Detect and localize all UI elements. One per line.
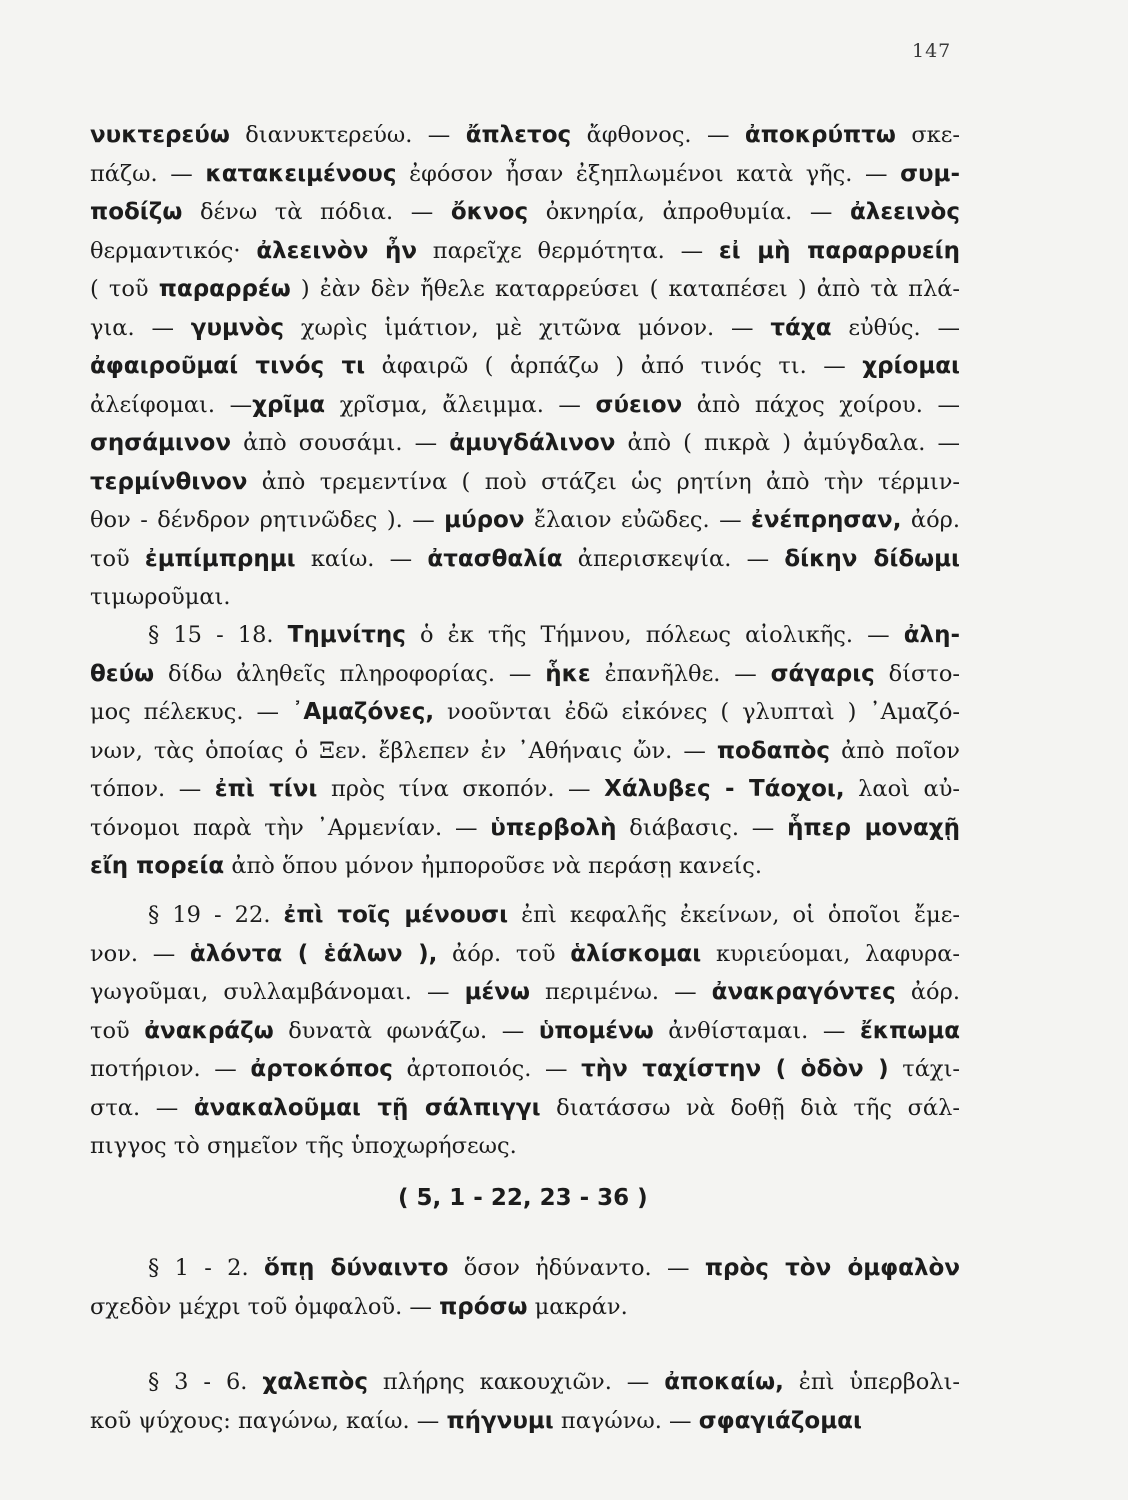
bold-term: ἐπὶ τίνι: [214, 776, 318, 802]
bold-term: ἀρτοκόπος: [250, 1056, 393, 1082]
bold-term: ἧπερ μοναχῇ: [787, 814, 960, 841]
text-line: [90, 351, 960, 381]
line-text: περιμένω. —: [529, 979, 712, 1005]
text-line: [90, 977, 960, 1007]
bold-term: νυκτερεύω: [90, 122, 230, 148]
bold-term: χρίομαι: [862, 353, 960, 379]
bold-term: δίκην δίδωμι: [784, 545, 960, 572]
line-text: ) ἐὰν δὲν ἤθελε καταρρεύσει ( καταπέσει ) ἀπὸ τὰ πλά-: [290, 276, 960, 302]
bold-term: πρόσω: [439, 1293, 528, 1320]
line-text: νων, τὰς ὁποίας ὁ Ξεν. ἔβλεπεν ἐν ᾿Αθήναις ὤν. —: [90, 737, 717, 764]
text-line: [90, 428, 960, 458]
line-text: ἐπανῆλθε. —: [590, 660, 771, 687]
text-line: [90, 159, 960, 189]
line-text: κοῦ ψύχους: παγώνω, καίω. —: [90, 1407, 447, 1434]
line-text: τιμωροῦμαι.: [90, 584, 231, 610]
line-text: μακράν.: [527, 1293, 628, 1320]
line-text: στα. —: [90, 1094, 194, 1121]
line-text: δένω τὰ πόδια. —: [182, 199, 451, 225]
bold-term: χρῖμα: [252, 391, 326, 418]
text-line: [90, 467, 960, 497]
line-text: διανυκτερεύω. —: [229, 122, 466, 148]
line-text: ποτήριον. —: [90, 1056, 251, 1082]
line-text: ἔλαιον εὐῶδες. —: [524, 507, 752, 533]
line-text: παγώνω. —: [553, 1407, 699, 1434]
line-text: χωρὶς ἱμάτιον, μὲ χιτῶνα μόνον. —: [284, 314, 771, 341]
bold-term: ἀφαιροῦμαί τινός τι: [90, 353, 366, 379]
bold-term: ποδίζω: [90, 199, 183, 225]
line-text: ὁ ἐκ τῆς Τήμνου, πόλεως αἰολικῆς. —: [405, 622, 904, 648]
bold-term: σφαγιάζομαι: [698, 1407, 862, 1434]
bold-term: ᾿Αμαζόνες,: [291, 699, 435, 725]
line-text: ἄφθονος. —: [571, 122, 745, 148]
line-text: δίδω ἀληθεῖς πληροφορίας. —: [154, 660, 546, 687]
line-text: ἐφόσον ἦσαν ἐξηπλωμένοι κατὰ γῆς. —: [396, 160, 901, 187]
line-text: χρῖσμα, ἄλειμμα. —: [325, 391, 596, 418]
line-text: θερμαντικός·: [90, 237, 257, 264]
bold-term: χαλεπὸς: [262, 1369, 368, 1395]
line-text: ἀλείφομαι. —: [90, 391, 253, 418]
line-text: τοῦ: [90, 545, 145, 572]
line-text: § 15 - 18.: [148, 622, 288, 648]
line-text: ἀρτοποιός. —: [392, 1056, 582, 1082]
text-line: [148, 620, 960, 650]
line-text: ἀπερισκεψία. —: [562, 545, 785, 572]
bold-term: ἁλίσκομαι: [570, 940, 702, 967]
line-text: ἀόρ.: [895, 979, 960, 1005]
text-line: [90, 1292, 628, 1322]
text-line: [90, 736, 960, 766]
bold-term: ἀμυγδάλινον: [449, 430, 616, 456]
bold-term: εἰ μὴ παραρρυείη: [718, 237, 960, 264]
line-text: ἀπὸ πάχος χοίρου. —: [682, 391, 960, 418]
bold-term: θεύω: [90, 660, 155, 687]
bold-term: ἄπλετος: [465, 122, 572, 148]
bold-term: ἀλεεινὸν ἦν: [256, 237, 418, 264]
bold-term: ὄκνος: [450, 199, 529, 225]
text-line: [90, 939, 960, 969]
bold-term: πρὸς τὸν ὀμφαλὸν: [704, 1255, 960, 1281]
bold-term: συμ-: [900, 160, 960, 187]
line-text: διατάσσω νὰ δοθῇ διὰ τῆς σάλ-: [540, 1094, 960, 1121]
line-text: πιγγος τὸ σημεῖον τῆς ὑποχωρήσεως.: [90, 1133, 517, 1159]
bold-term: σύειον: [595, 391, 683, 418]
bold-term: ἀνακράζω: [144, 1017, 274, 1044]
line-text: νοοῦνται ἐδῶ εἰκόνες ( γλυπταὶ ) ᾿Αμαζό-: [434, 699, 960, 725]
bold-term: πήγνυμι: [446, 1407, 554, 1434]
line-text: πάζω. —: [90, 160, 206, 187]
line-text: ἀπὸ ( πικρὰ ) ἀμύγδαλα. —: [615, 430, 960, 456]
line-text: § 1 - 2.: [148, 1255, 264, 1281]
text-line: [148, 1253, 960, 1283]
line-text: τόνομοι παρὰ τὴν ᾿Αρμενίαν. —: [90, 814, 491, 841]
text-line: [90, 1406, 862, 1436]
bold-term: ἀτασθαλία: [427, 545, 563, 572]
line-text: ἀπὸ σουσάμι. —: [231, 430, 450, 456]
bold-term: ἐπὶ τοῖς μένουσι: [283, 902, 509, 928]
line-text: σχεδὸν μέχρι τοῦ ὀμφαλοῦ. —: [90, 1293, 440, 1320]
line-text: τάχι-: [888, 1056, 960, 1082]
line-text: πλήρης κακουχιῶν. —: [367, 1369, 665, 1395]
line-text: κυριεύομαι, λαφυρα-: [701, 940, 960, 967]
line-text: νον. —: [90, 940, 190, 967]
bold-term: Τημνίτης: [287, 622, 406, 648]
bold-term: ἁλόντα ( ἑάλων ),: [189, 940, 438, 967]
bold-term: ἧκε: [545, 660, 591, 687]
bold-term: ἀνακραγόντες: [711, 979, 896, 1005]
text-line: [90, 697, 960, 727]
line-text: για. —: [90, 314, 191, 341]
text-line: [90, 544, 960, 574]
text-line: [90, 659, 960, 689]
line-text: ὅσον ἠδύναντο. —: [448, 1255, 705, 1281]
text-line: [90, 1016, 960, 1046]
text-line: [90, 313, 960, 343]
line-text: τοῦ: [90, 1017, 145, 1044]
bold-term: ὑπερβολὴ: [490, 814, 617, 841]
line-text: ( τοῦ: [90, 276, 159, 302]
line-text: ἐπὶ ὑπερβολι-: [783, 1369, 960, 1395]
bold-term: ἀνακαλοῦμαι τῇ σάλπιγγι: [193, 1094, 541, 1121]
line-text: § 19 - 22.: [148, 902, 284, 928]
line-text: δυνατὰ φωνάζω. —: [273, 1017, 539, 1044]
line-text: ἐπὶ κεφαλῆς ἐκείνων, οἱ ὁποῖοι ἔμε-: [508, 902, 960, 928]
line-text: θον - δένδρον ρητινῶδες ). —: [90, 507, 445, 533]
text-line: [90, 390, 960, 420]
line-text: ἀόρ. τοῦ: [437, 940, 571, 967]
bold-term: ποδαπὸς: [716, 737, 831, 764]
text-line: [90, 582, 230, 612]
line-text: δίστο-: [874, 660, 960, 687]
bold-term: μένω: [464, 979, 530, 1005]
bold-term: τάχα: [770, 314, 832, 341]
bold-term: σησάμινον: [90, 430, 232, 456]
line-text: ἀνθίσταμαι. —: [653, 1017, 860, 1044]
line-text: παρεῖχε θερμότητα. —: [417, 237, 719, 264]
text-line: [148, 900, 960, 930]
bold-term: τερμίνθινον: [90, 468, 248, 495]
line-text: λαοὶ αὐ-: [844, 776, 960, 802]
bold-term: ἀποκρύπτω: [744, 122, 896, 148]
line-text: μος πέλεκυς. —: [90, 699, 292, 725]
line-text: σκε-: [895, 122, 960, 148]
line-text: πρὸς τίνα σκοπόν. —: [317, 776, 605, 802]
line-text: ἀόρ.: [901, 507, 960, 533]
text-line: [90, 1054, 960, 1084]
line-text: ὀκνηρία, ἀπροθυμία. —: [528, 199, 850, 225]
text-line: [90, 1093, 960, 1123]
text-line: [90, 1131, 517, 1161]
line-text: ἀφαιρῶ ( ἁρπάζω ) ἀπό τινός τι. —: [365, 353, 863, 379]
bold-term: ὑπομένω: [538, 1017, 654, 1044]
line-text: ἀπὸ τρεμεντίνα ( ποὺ στάζει ὡς ρητίνη ἀπὸ τὴν τέρμιν-: [247, 468, 960, 495]
line-text: τόπον. —: [90, 776, 215, 802]
line-text: ἀπὸ ποῖον: [830, 737, 960, 764]
bold-term: ἀποκαίω,: [664, 1369, 784, 1395]
bold-term: γυμνὸς: [190, 314, 285, 341]
bold-term: σάγαρις: [770, 660, 875, 687]
bold-term: κατακειμένους: [205, 160, 397, 187]
text-line: [90, 120, 960, 150]
text-line: [90, 851, 762, 881]
text-line: [90, 813, 960, 843]
text-line: [90, 774, 960, 804]
bold-term: παραρρέω: [158, 276, 291, 302]
page-number: 147: [912, 40, 952, 62]
text-line: [90, 505, 960, 535]
text-line: [90, 274, 960, 304]
bold-term: ἔκπωμα: [859, 1017, 960, 1044]
bold-term: ἀλη-: [903, 622, 960, 648]
bold-term: ἐμπίμπρημι: [144, 545, 296, 572]
line-text: γωγοῦμαι, συλλαμβάνομαι. —: [90, 979, 465, 1005]
line-text: ἀπὸ ὅπου μόνον ἠμποροῦσε νὰ περάσῃ κανείς.: [224, 853, 763, 879]
line-text: διάβασις. —: [616, 814, 788, 841]
bold-term: μύρον: [444, 507, 525, 533]
text-line: [148, 1367, 960, 1397]
line-text: § 3 - 6.: [148, 1369, 263, 1395]
line-text: εὐθύς. —: [831, 314, 960, 341]
bold-term: ὅπῃ δύναιντο: [263, 1255, 449, 1281]
bold-term: ἐνέπρησαν,: [751, 507, 902, 533]
text-line: [90, 197, 960, 227]
line-text: καίω. —: [295, 545, 428, 572]
text-line: [90, 236, 960, 266]
bold-term: τὴν ταχίστην ( ὁδὸν ): [581, 1056, 889, 1082]
bold-term: Χάλυβες - Τάοχοι,: [604, 776, 845, 802]
section-heading: ( 5, 1 - 22, 23 - 36 ): [398, 1185, 648, 1211]
bold-term: ἀλεεινὸς: [849, 199, 960, 225]
bold-term: εἴη πορεία: [90, 853, 225, 879]
